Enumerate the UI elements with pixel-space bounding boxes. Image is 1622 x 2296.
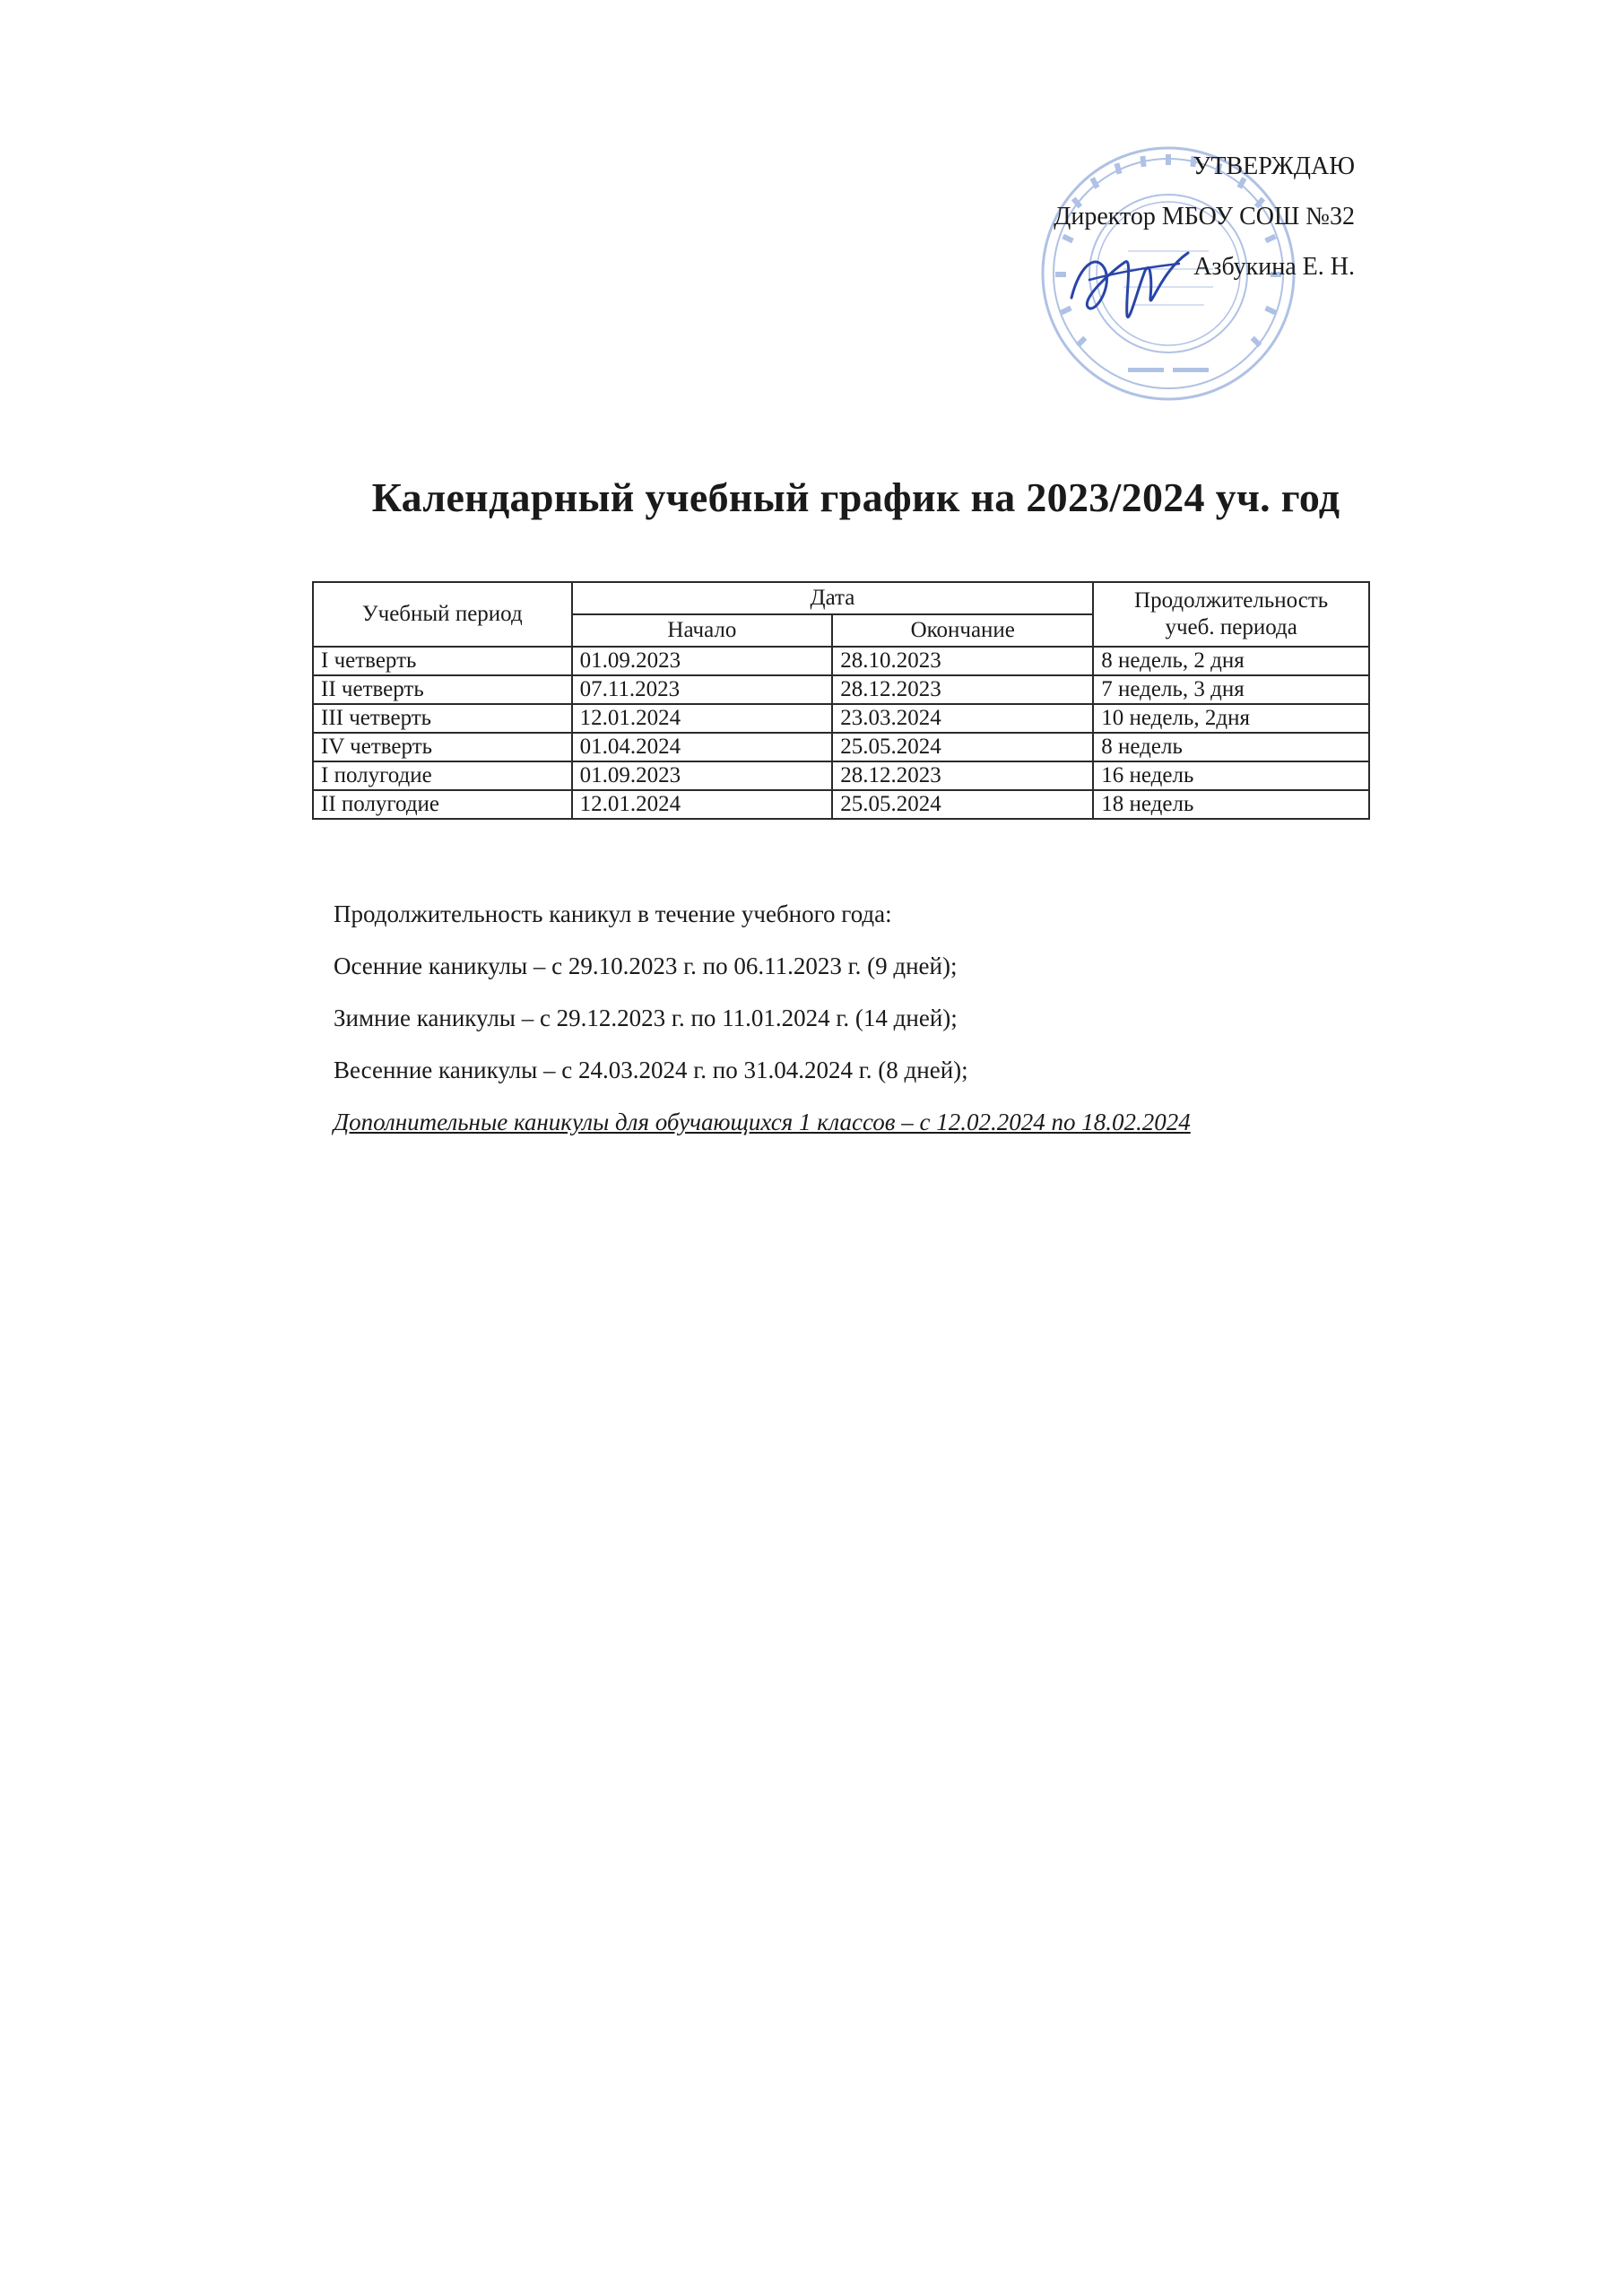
approval-heading: УТВЕРЖДАЮ xyxy=(1193,152,1355,180)
table-row xyxy=(313,704,1369,733)
cell-start: 01.04.2024 xyxy=(572,733,833,761)
cell-duration: 18 недель xyxy=(1093,790,1369,819)
holidays-heading: Продолжительность каникул в течение учебного года: xyxy=(334,900,892,927)
approval-signer: Азбукина Е. Н. xyxy=(1193,253,1355,281)
cell-start: 01.09.2023 xyxy=(572,647,833,675)
cell-period: III четверть xyxy=(313,704,572,733)
cell-duration: 8 недель xyxy=(1093,733,1369,761)
header-duration-line1: Продолжительность xyxy=(1134,588,1329,613)
table-row xyxy=(313,647,1369,675)
document-title: Календарный учебный график на 2023/2024 уч. год xyxy=(371,474,1340,520)
cell-end: 28.12.2023 xyxy=(832,675,1093,704)
table-header-row xyxy=(313,582,1369,614)
table-row xyxy=(313,761,1369,790)
cell-start: 12.01.2024 xyxy=(572,790,833,819)
header-date: Дата xyxy=(572,582,1094,614)
cell-period: I четверть xyxy=(313,647,572,675)
cell-duration: 16 недель xyxy=(1093,761,1369,790)
holidays-section xyxy=(334,888,1365,1148)
header-end: Окончание xyxy=(832,614,1093,647)
table-row xyxy=(313,675,1369,704)
cell-end: 25.05.2024 xyxy=(832,790,1093,819)
cell-period: II полугодие xyxy=(313,790,572,819)
cell-end: 28.12.2023 xyxy=(832,761,1093,790)
header-period: Учебный период xyxy=(313,582,572,647)
holiday-extra-first-grade: Дополнительные каникулы для обучающихся 1 классов – с 12.02.2024 по 18.02.2024 xyxy=(334,1109,1191,1135)
holiday-autumn: Осенние каникулы – с 29.10.2023 г. по 06.11.2023 г. (9 дней); xyxy=(334,952,958,979)
cell-start: 01.09.2023 xyxy=(572,761,833,790)
holiday-winter: Зимние каникулы – с 29.12.2023 г. по 11.01.2024 г. (14 дней); xyxy=(334,1004,958,1031)
approval-block xyxy=(889,142,1355,292)
cell-start: 12.01.2024 xyxy=(572,704,833,733)
cell-end: 25.05.2024 xyxy=(832,733,1093,761)
cell-end: 23.03.2024 xyxy=(832,704,1093,733)
table-row xyxy=(313,733,1369,761)
cell-period: I полугодие xyxy=(313,761,572,790)
cell-period: IV четверть xyxy=(313,733,572,761)
cell-end: 28.10.2023 xyxy=(832,647,1093,675)
cell-start: 07.11.2023 xyxy=(572,675,833,704)
cell-period: II четверть xyxy=(313,675,572,704)
schedule-table xyxy=(312,581,1370,820)
header-start: Начало xyxy=(572,614,833,647)
cell-duration: 7 недель, 3 дня xyxy=(1093,675,1369,704)
header-duration-line2: учеб. периода xyxy=(1165,615,1297,639)
header-duration xyxy=(1093,582,1369,647)
holiday-spring: Весенние каникулы – с 24.03.2024 г. по 31.04.2024 г. (8 дней); xyxy=(334,1057,968,1083)
cell-duration: 8 недель, 2 дня xyxy=(1093,647,1369,675)
table-row xyxy=(313,790,1369,819)
cell-duration: 10 недель, 2дня xyxy=(1093,704,1369,733)
approval-position: Директор МБОУ СОШ №32 xyxy=(1054,203,1355,230)
